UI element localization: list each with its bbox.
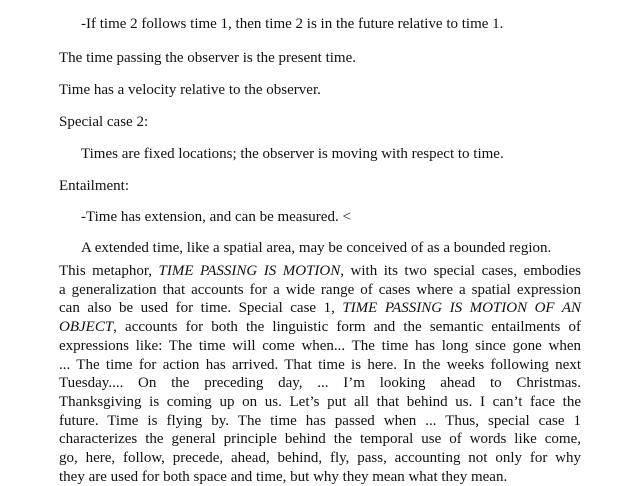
paragraph-line-10: characterizes the general principle behind the temporal use of words like come, [59,431,581,448]
special-case-1-name: TIME PASSING IS MOTION OF AN [342,300,582,317]
paragraph-line-12: they are used for both space and time, but why they mean what they mean. [59,468,508,485]
present-time-line: The time passing the observer is the present time. [59,50,357,66]
special-case-1-name-end: OBJECT [59,319,114,336]
paragraph-line-6: ... The time for action has arrived. That time is here. In the weeks following next [59,356,581,373]
paragraph-line-2: a generalization that accounts for a wide range of cases where a spatial expression [59,281,581,298]
paragraph-text: This metaphor, [59,263,159,279]
entailment-future-line: -If time 2 follows time 1, then time 2 is in the future relative to time 1. [81,16,504,32]
body-paragraph [59,262,581,486]
extension-line: -Time has extension, and can be measured. < [81,209,351,225]
paragraph-line-11: go, here, follow, precede, ahead, behind, fly, pass, accounting not only for why [59,450,581,467]
paragraph-line-8: Thanksgiving is coming up on us. Let’s put all that behind us. I can’t face the [59,393,581,410]
paragraph-line-4 [59,318,581,337]
entailment-heading: Entailment: [59,178,129,194]
paragraph-line-5: expressions like: The time will come when... The time has long since gone when [59,337,581,354]
metaphor-name: TIME PASSING IS MOTION [158,263,341,279]
special-case-2-heading: Special case 2: [59,114,149,130]
fixed-locations-line: Times are fixed locations; the observer is moving with respect to time. [81,146,504,162]
paragraph-line-9: future. Time is flying by. The time has passed when ... Thus, special case 1 [59,412,581,429]
velocity-line: Time has a velocity relative to the observer. [59,82,321,98]
paragraph-line-3 [59,299,581,318]
paragraph-text: can also be used for time. Special case 1, [59,300,343,317]
paragraph-text: , accounts for both the linguistic form and the semantic entailments of [113,319,581,336]
paragraph-text: , with its two special cases, embodies [340,263,582,279]
paragraph-line-1 [59,262,581,281]
paragraph-line-7: Tuesday.... On the preceding day, ... I’m looking ahead to Christmas. [59,375,581,392]
bounded-region-line: A extended time, like a spatial area, may be conceived of as a bounded region. [81,240,552,256]
